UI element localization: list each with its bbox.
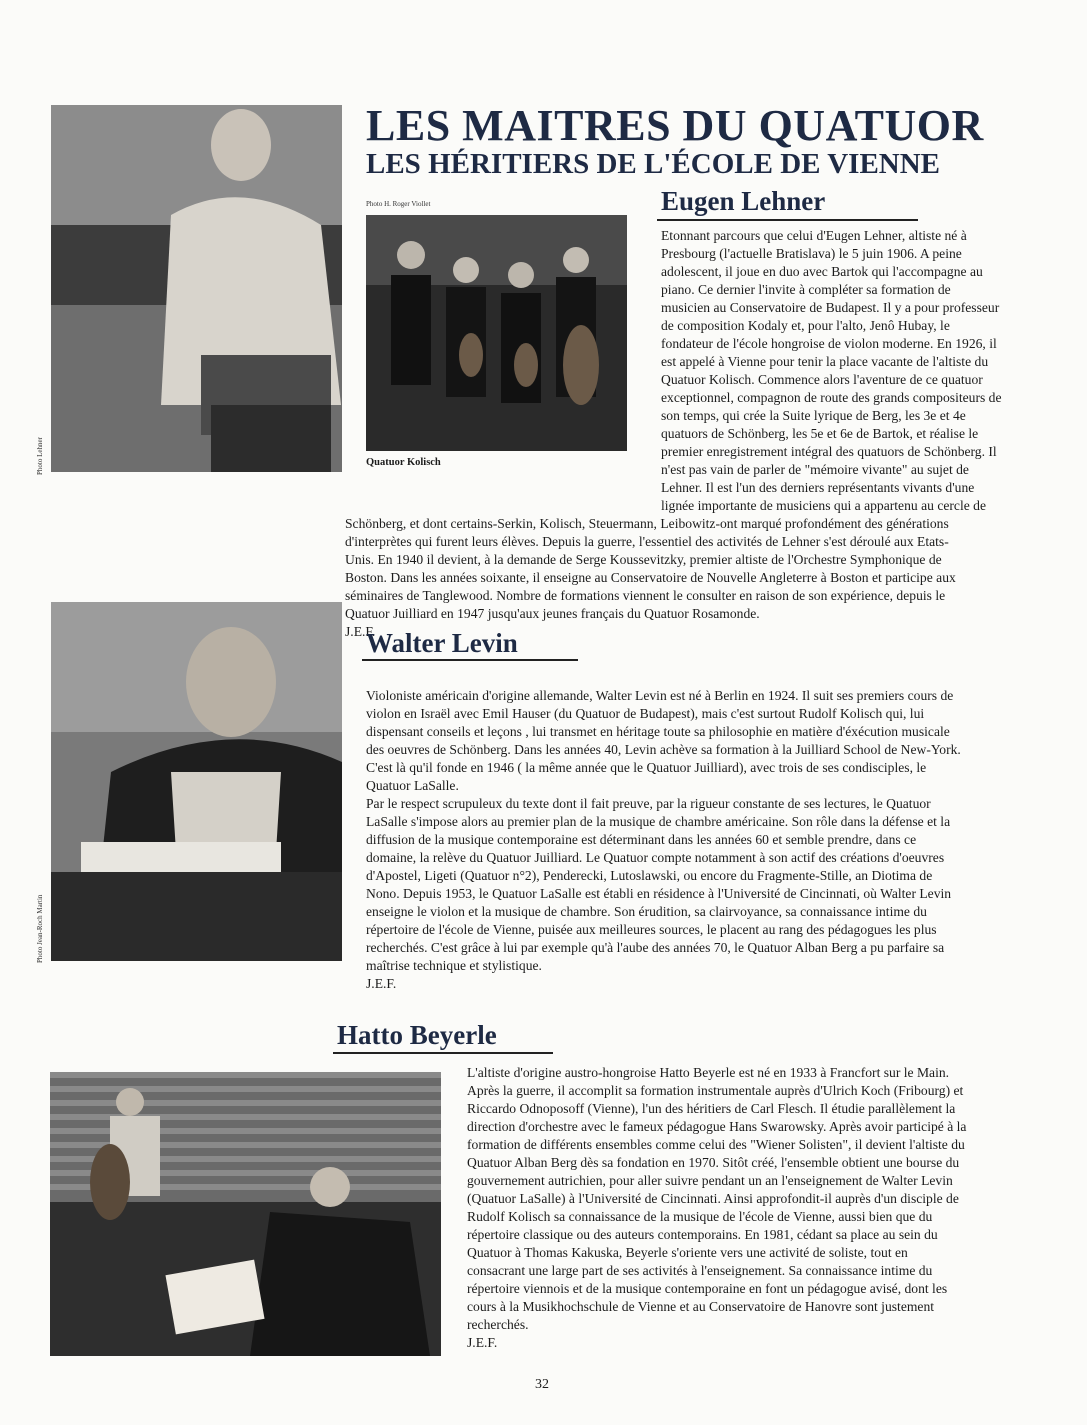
lehner-name-heading: Eugen Lehner bbox=[661, 186, 826, 216]
text-line: direction d'orchestre avec le fameux pédagogue Hans Swarowsky. Après avoir participé à la bbox=[467, 1119, 967, 1134]
text-line: (Quatuor LaSalle) à l'Université de Cincinnati. Ainsi approfondit-il auprès d'un disciple de bbox=[467, 1191, 959, 1206]
lehner-text-column bbox=[661, 227, 1051, 515]
text-line: Quatuor LaSalle. bbox=[366, 778, 459, 793]
text-line: Nono. Depuis 1953, le Quatuor LaSalle est établi en résidence à l'Université de Cincinnati, où Walter Levin bbox=[366, 886, 952, 901]
lehner-portrait-credit: Photo Lehner bbox=[36, 437, 44, 475]
text-line: domaine, la relève du Quatuor Juilliard. Le Quatuor compte notamment à son actif des créations d'oeuvres bbox=[366, 850, 945, 865]
signature: J.E.F. bbox=[366, 976, 397, 991]
text-line: n'est pas vain de parler de "mémoire vivante" au sujet de bbox=[661, 462, 969, 477]
text-line: consacrant une large part de ses activités à l'enseignement. Sa connaissance intime du bbox=[467, 1263, 933, 1278]
kolisch-photo-caption: Quatuor Kolisch bbox=[366, 457, 441, 468]
signature: J.E.F. bbox=[467, 1335, 498, 1350]
text-line: Etonnant parcours que celui d'Eugen Lehner, altiste né à bbox=[661, 228, 967, 243]
text-line: quatuors de Schönberg, les 5e et 6e de Bartok, et réalise le bbox=[661, 426, 979, 441]
kolisch-quartet-photo bbox=[366, 215, 627, 451]
text-line: Riccardo Odnoposoff (Vienne), l'un des héritiers de Carl Flesch. Il étudie parallèlement la bbox=[467, 1101, 956, 1116]
text-line: Unis. En 1940 il devient, à la demande de Serge Koussevitzky, premier altiste de l'Orchestre Symphonique de bbox=[345, 552, 942, 567]
signature: J.E.F. bbox=[345, 624, 376, 639]
text-line: formation de différents ensembles comme celui des "Wiener Solisten", il devient l'altiste du bbox=[467, 1137, 965, 1152]
kolisch-photo-credit: Photo H. Roger Viollet bbox=[366, 200, 431, 208]
text-line: est appelé à Vienne pour tenir la place vacante de l'altiste du bbox=[661, 354, 989, 369]
text-line: Quatuor Alban Berg dès sa fondation en 1970. Sitôt créé, l'ensemble obtient une bourse du bbox=[467, 1155, 960, 1170]
text-line: dispensant conseils et leçons , lui transmet en héritage toute sa philosophie en matière d'éxécution musicale bbox=[366, 724, 950, 739]
text-line: gouvernement autrichien, pour aller suivre pendant un an l'enseignement de Walter Levin bbox=[467, 1173, 953, 1188]
text-line: LaSalle s'impose alors au premier plan de la musique de chambre américaine. Son rôle dans la défense et la bbox=[366, 814, 951, 829]
text-line: d'Apostel, Ligeti (Quatuor n°2), Penderecki, Lutoslawski, ou encore du Fragmente-Stille, an Diotima de bbox=[366, 868, 933, 883]
levin-portrait-photo bbox=[51, 602, 342, 961]
lehner-text-wide bbox=[345, 515, 1045, 641]
text-line: des oeuvres de Schönberg. Dans les années 40, Levin achève sa formation à la Juilliard School de New-York. bbox=[366, 742, 961, 757]
text-line: d'interprètes qui furent leurs élèves. Depuis la guerre, l'essentiel des activités de Lehner s'est déroulé aux Etats- bbox=[345, 534, 949, 549]
text-line: recherchés. bbox=[467, 1317, 529, 1332]
text-line: diffusion de la musique contemporaine est déterminant dans les années 60 et semble prendre, dans ce bbox=[366, 832, 917, 847]
levin-text bbox=[366, 687, 1056, 993]
text-line: de composition Kodaly et, pour l'alto, Jenô Hubay, le bbox=[661, 318, 950, 333]
text-line: fondateur de l'école hongroise de violon moderne. En 1926, il bbox=[661, 336, 997, 351]
text-line: L'altiste d'origine austro-hongroise Hatto Beyerle est né en 1933 à Francfort sur le Main. bbox=[467, 1065, 950, 1080]
page-subtitle: LES HÉRITIERS DE L'ÉCOLE DE VIENNE bbox=[366, 148, 941, 180]
text-line: enseigne le violon et la musique de chambre. Son érudition, sa clairvoyance, sa connaissance intime du bbox=[366, 904, 927, 919]
text-line: Rudolf Kolisch sa connaissance de la musique de l'école de Vienne, aussi bien que du bbox=[467, 1209, 933, 1224]
text-line: Quatuor Kolisch. Commence alors l'aventure de ce quatuor bbox=[661, 372, 983, 387]
page-number: 32 bbox=[535, 1377, 549, 1392]
beyerle-name-heading: Hatto Beyerle bbox=[337, 1020, 497, 1050]
text-line: adolescent, il joue en duo avec Bartok qui l'accompagne au bbox=[661, 264, 983, 279]
text-line: musicien au Conservatoire de Budapest. Il y a pour professeur bbox=[661, 300, 1000, 315]
text-line: premier enregistrement intégral des quatuors de Schönberg. Il bbox=[661, 444, 997, 459]
text-line: Boston. Dans les années soixante, il enseigne au Conservatoire de Nouvelle Angleterre à Boston et participe aux bbox=[345, 570, 956, 585]
text-line: Schönberg, et dont certains-Serkin, Kolisch, Steuermann, Leibowitz-ont marqué profondément des générations bbox=[345, 516, 949, 531]
lehner-portrait-photo bbox=[51, 105, 342, 472]
lehner-heading-underline bbox=[657, 219, 918, 221]
beyerle-text bbox=[467, 1064, 1067, 1352]
text-line: lignée importante de musiciens qui a appartenu au cercle de bbox=[661, 498, 986, 513]
levin-name-heading: Walter Levin bbox=[366, 628, 518, 658]
text-line: Quatuor Juilliard en 1947 jusqu'aux jeunes français du Quatuor Rosamonde. bbox=[345, 606, 760, 621]
text-line: exceptionnel, compagnon de route des grands compositeurs de bbox=[661, 390, 1002, 405]
text-line: Quatuor à Thomas Kakuska, Beyerle s'oriente vers une activité de soliste, tout en bbox=[467, 1245, 908, 1260]
text-line: séminaires de Tanglewood. Nombre de formations viennent le consulter en raison de son expérience, depuis le bbox=[345, 588, 946, 603]
text-line: son temps, qui crée la Suite lyrique de Berg, les 3e et 4e bbox=[661, 408, 966, 423]
levin-heading-underline bbox=[362, 659, 578, 661]
text-line: répertoire viennois et de la musique contemporaine en font un pédagogue avisé, dont les bbox=[467, 1281, 948, 1296]
text-line: Par le respect scrupuleux du texte dont il fait preuve, par la rigueur constante de ses lectures, le Quatuor bbox=[366, 796, 931, 811]
beyerle-photo bbox=[50, 1072, 441, 1356]
text-line: cours à la Musikhochschule de Vienne et au Conservatoire de Hanovre sont justement bbox=[467, 1299, 935, 1314]
text-line: recherchés. C'est grâce à lui par exemple qu'à l'aube des années 70, le Quatuor Alban Berg a pu parfaire sa bbox=[366, 940, 945, 955]
text-line: répertoire de l'école de Vienne, puisée aux meilleures sources, le placent au rang des pédagogues les plus bbox=[366, 922, 937, 937]
text-line: Lehner. Il est l'un des derniers représentants vivants d'une bbox=[661, 480, 975, 495]
beyerle-heading-underline bbox=[333, 1052, 553, 1054]
text-line: piano. Ce dernier l'invite à compléter sa formation de bbox=[661, 282, 951, 297]
page-title: LES MAITRES DU QUATUOR bbox=[366, 101, 984, 150]
text-line: violon en Israël avec Emil Hauser (du Quatuor de Budapest), mais c'est surtout Rudolf Kolisch qui, lui bbox=[366, 706, 925, 721]
text-line: Presbourg (l'actuelle Bratislava) le 5 juin 1906. A peine bbox=[661, 246, 962, 261]
text-line: Après la guerre, il accomplit sa formation instrumentale auprès d'Ulrich Koch (Fribourg) et bbox=[467, 1083, 964, 1098]
text-line: maîtrise technique et stylistique. bbox=[366, 958, 542, 973]
text-line: C'est là qu'il fonde en 1946 ( la même année que le Quatuor Juilliard), avec trois de ses condisciples, le bbox=[366, 760, 927, 775]
levin-portrait-credit: Photo Jean-Roch Martin bbox=[36, 894, 44, 963]
text-line: Violoniste américain d'origine allemande, Walter Levin est né à Berlin en 1924. Il suit ses premiers cours de bbox=[366, 688, 954, 703]
text-line: répertoire classique ou des auteurs contemporains. En 1981, cédant sa place au sein du bbox=[467, 1227, 938, 1242]
